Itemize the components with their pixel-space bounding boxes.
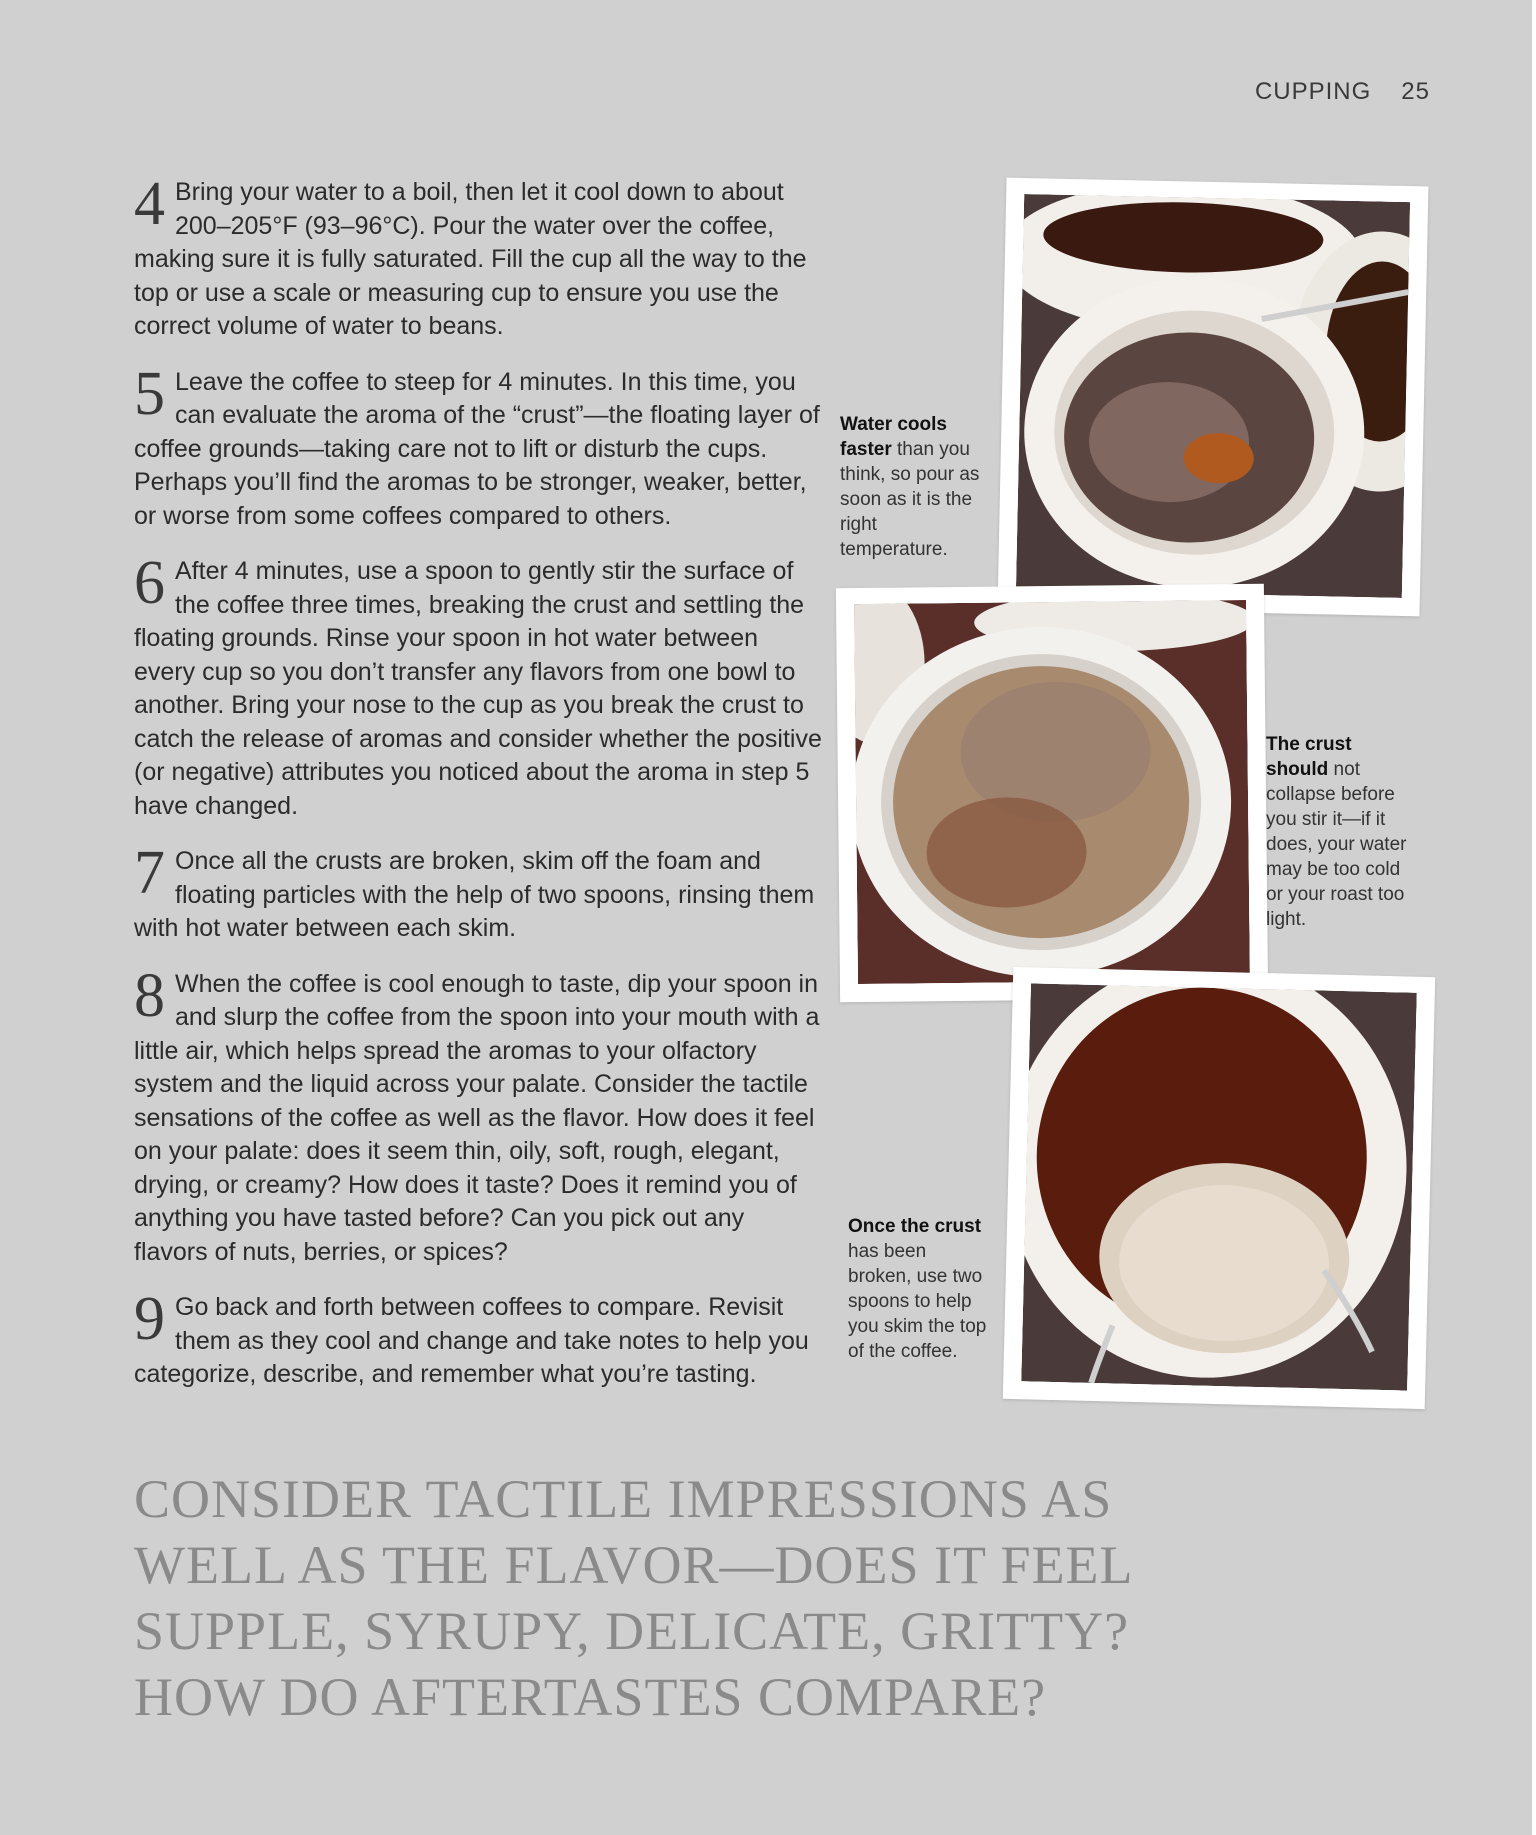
- caption-text: has been broken, use two spoons to help you skim the top of the coffee.: [848, 1241, 987, 1362]
- step-5: [134, 359, 824, 534]
- step-number: 5: [134, 359, 165, 428]
- coffee-crust-image: [854, 600, 1250, 984]
- photo-water-pour: [998, 178, 1429, 617]
- step-number: 9: [134, 1285, 165, 1353]
- step-text: Leave the coffee to steep for 4 minutes. In this time, you can evaluate the aroma of the “crust”—the floating layer of coffee grounds—taking care not to lift or disturb the cups. Perhaps you’ll find the aromas to be stronger, weaker, better, or worse from some coffees compared to others.: [134, 367, 820, 530]
- caption-water: [840, 412, 985, 562]
- section-title: CUPPING: [1254, 78, 1372, 105]
- step-8: [134, 961, 824, 1270]
- step-number: 4: [134, 170, 165, 238]
- caption-text: not collapse before you stir it—if it does, your water may be too cold or your roast too light.: [1266, 759, 1407, 930]
- caption-bold: Water cools faster: [840, 414, 947, 460]
- caption-crust: [1266, 732, 1416, 932]
- coffee-cup-image: [1016, 194, 1410, 598]
- step-text: Bring your water to a boil, then let it cool down to about 200–205°F (93–96°C). Pour the water over the coffee, making sure it is fully saturated. Fill the cup all the way to the top or use a scale or measuring cup to ensure you use the correct volume of water to beans.: [134, 178, 807, 340]
- step-text: Go back and forth between coffees to compare. Revisit them as they cool and change and take notes to help you categorize, describe, and remember what you’re tasting.: [134, 1293, 809, 1388]
- step-text: After 4 minutes, use a spoon to gently stir the surface of the coffee three times, breaking the crust and settling the floating grounds. Rinse your spoon in hot water between every cup so you don’t transfer any flavors from one bowl to another. Bring your nose to the cup as you break the crust to catch the release of aromas and consider whether the positive (or negative) attributes you noticed about the aroma in step 5 have changed.: [134, 557, 822, 820]
- step-7: [134, 839, 824, 946]
- caption-skim: [848, 1214, 988, 1364]
- step-4: [134, 170, 824, 344]
- step-number: 8: [134, 961, 165, 1030]
- step-text: Once all the crusts are broken, skim off the foam and floating particles with the help of two spoons, rinsing them with hot water between each skim.: [134, 847, 815, 942]
- step-text: When the coffee is cool enough to taste, dip your spoon in and slurp the coffee from the spoon into your mouth with a little air, which helps spread the aromas to your olfactory system and the liquid across your palate. Consider the tactile sensations of the coffee as well as the flavor. How does it feel on your palate: does it seem thin, oily, soft, rough, elegant, drying, or creamy? How does it taste? Does it remind you of anything you have tasted before? Can you pick out any flavors of nuts, berries, or spices?: [134, 969, 820, 1266]
- running-header: [1255, 78, 1430, 106]
- caption-bold: Once the crust: [848, 1216, 982, 1237]
- pull-quote: CONSIDER TACTILE IMPRESSIONS AS WELL AS THE FLAVOR—DOES IT FEEL SUPPLE, SYRUPY, DELICATE, GRITTY? HOW DO AFTERTASTES COMPARE?: [134, 1469, 1132, 1727]
- step-6: [134, 549, 824, 823]
- coffee-skim-image: [1021, 983, 1417, 1390]
- caption-bold: The crust should: [1266, 734, 1352, 780]
- photo-crust: [836, 584, 1268, 1002]
- photo-skim: [1003, 967, 1435, 1409]
- step-number: 6: [134, 549, 165, 617]
- steps-column: [134, 170, 824, 1414]
- page-number: 25: [1401, 78, 1430, 105]
- step-9: [134, 1285, 824, 1392]
- caption-text: than you think, so pour as soon as it is the right temperature.: [840, 439, 980, 560]
- page-edge: [1532, 0, 1536, 1835]
- step-number: 7: [134, 839, 165, 907]
